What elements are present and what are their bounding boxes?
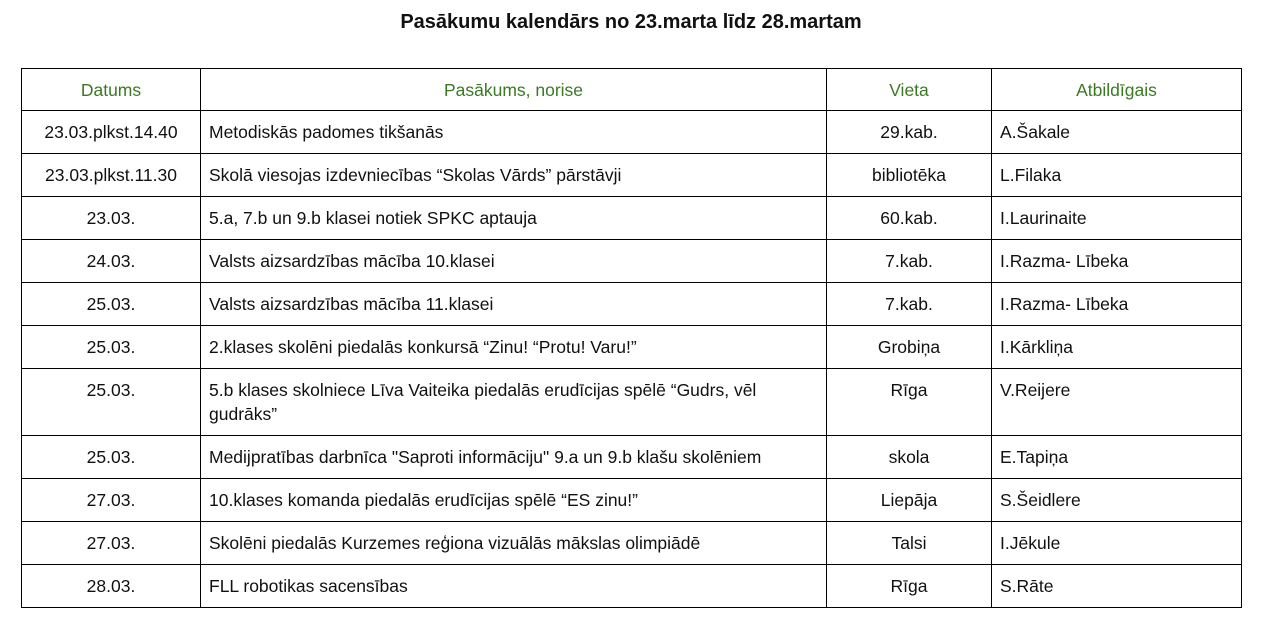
cell-event: Valsts aizsardzības mācība 10.klasei [201, 240, 827, 283]
cell-responsible: S.Šeidlere [992, 479, 1242, 522]
cell-event: 5.b klases skolniece Līva Vaiteika piedalās erudīcijas spēlē “Gudrs, vēl gudrāks” [201, 369, 827, 436]
cell-place: 7.kab. [827, 240, 992, 283]
column-header-place: Vieta [827, 69, 992, 111]
table-row [22, 283, 1242, 326]
table-row [22, 479, 1242, 522]
cell-responsible: I.Laurinaite [992, 197, 1242, 240]
table-row [22, 197, 1242, 240]
table-row [22, 154, 1242, 197]
table-row [22, 240, 1242, 283]
cell-event: Medijpratības darbnīca "Saproti informāciju" 9.a un 9.b klašu skolēniem [201, 436, 827, 479]
cell-event: Skolēni piedalās Kurzemes reģiona vizuālās mākslas olimpiādē [201, 522, 827, 565]
cell-place: bibliotēka [827, 154, 992, 197]
cell-place: Rīga [827, 565, 992, 608]
cell-date: 28.03. [22, 565, 201, 608]
cell-place: 60.kab. [827, 197, 992, 240]
cell-place: Liepāja [827, 479, 992, 522]
cell-date: 25.03. [22, 369, 201, 436]
cell-place: Talsi [827, 522, 992, 565]
table-row [22, 436, 1242, 479]
cell-responsible: V.Reijere [992, 369, 1242, 436]
table-row [22, 522, 1242, 565]
column-header-event: Pasākums, norise [201, 69, 827, 111]
cell-responsible: I.Razma- Lībeka [992, 283, 1242, 326]
cell-date: 27.03. [22, 522, 201, 565]
cell-event: 2.klases skolēni piedalās konkursā “Zinu! “Protu! Varu!” [201, 326, 827, 369]
cell-responsible: A.Šakale [992, 111, 1242, 154]
cell-responsible: S.Rāte [992, 565, 1242, 608]
cell-responsible: I.Kārkliņa [992, 326, 1242, 369]
cell-place: Grobiņa [827, 326, 992, 369]
cell-responsible: L.Filaka [992, 154, 1242, 197]
cell-date: 25.03. [22, 283, 201, 326]
cell-event: Skolā viesojas izdevniecības “Skolas Vārds” pārstāvji [201, 154, 827, 197]
cell-date: 23.03.plkst.11.30 [22, 154, 201, 197]
cell-date: 25.03. [22, 436, 201, 479]
table-row [22, 326, 1242, 369]
table-header-row [22, 69, 1242, 111]
cell-place: skola [827, 436, 992, 479]
cell-event: FLL robotikas sacensības [201, 565, 827, 608]
cell-date: 27.03. [22, 479, 201, 522]
table-row [22, 369, 1242, 436]
table-row [22, 111, 1242, 154]
cell-responsible: I.Jēkule [992, 522, 1242, 565]
cell-responsible: I.Razma- Lībeka [992, 240, 1242, 283]
cell-place: 7.kab. [827, 283, 992, 326]
page-title: Pasākumu kalendārs no 23.marta līdz 28.martam [400, 11, 862, 33]
cell-event: 5.a, 7.b un 9.b klasei notiek SPKC aptauja [201, 197, 827, 240]
cell-date: 23.03.plkst.14.40 [22, 111, 201, 154]
cell-date: 23.03. [22, 197, 201, 240]
cell-place: 29.kab. [827, 111, 992, 154]
events-table [21, 68, 1242, 608]
cell-date: 25.03. [22, 326, 201, 369]
column-header-responsible: Atbildīgais [992, 69, 1242, 111]
cell-event: 10.klases komanda piedalās erudīcijas spēlē “ES zinu!” [201, 479, 827, 522]
cell-event: Metodiskās padomes tikšanās [201, 111, 827, 154]
table-row [22, 565, 1242, 608]
cell-place: Rīga [827, 369, 992, 436]
cell-date: 24.03. [22, 240, 201, 283]
column-header-date: Datums [22, 69, 201, 111]
cell-responsible: E.Tapiņa [992, 436, 1242, 479]
cell-event: Valsts aizsardzības mācība 11.klasei [201, 283, 827, 326]
